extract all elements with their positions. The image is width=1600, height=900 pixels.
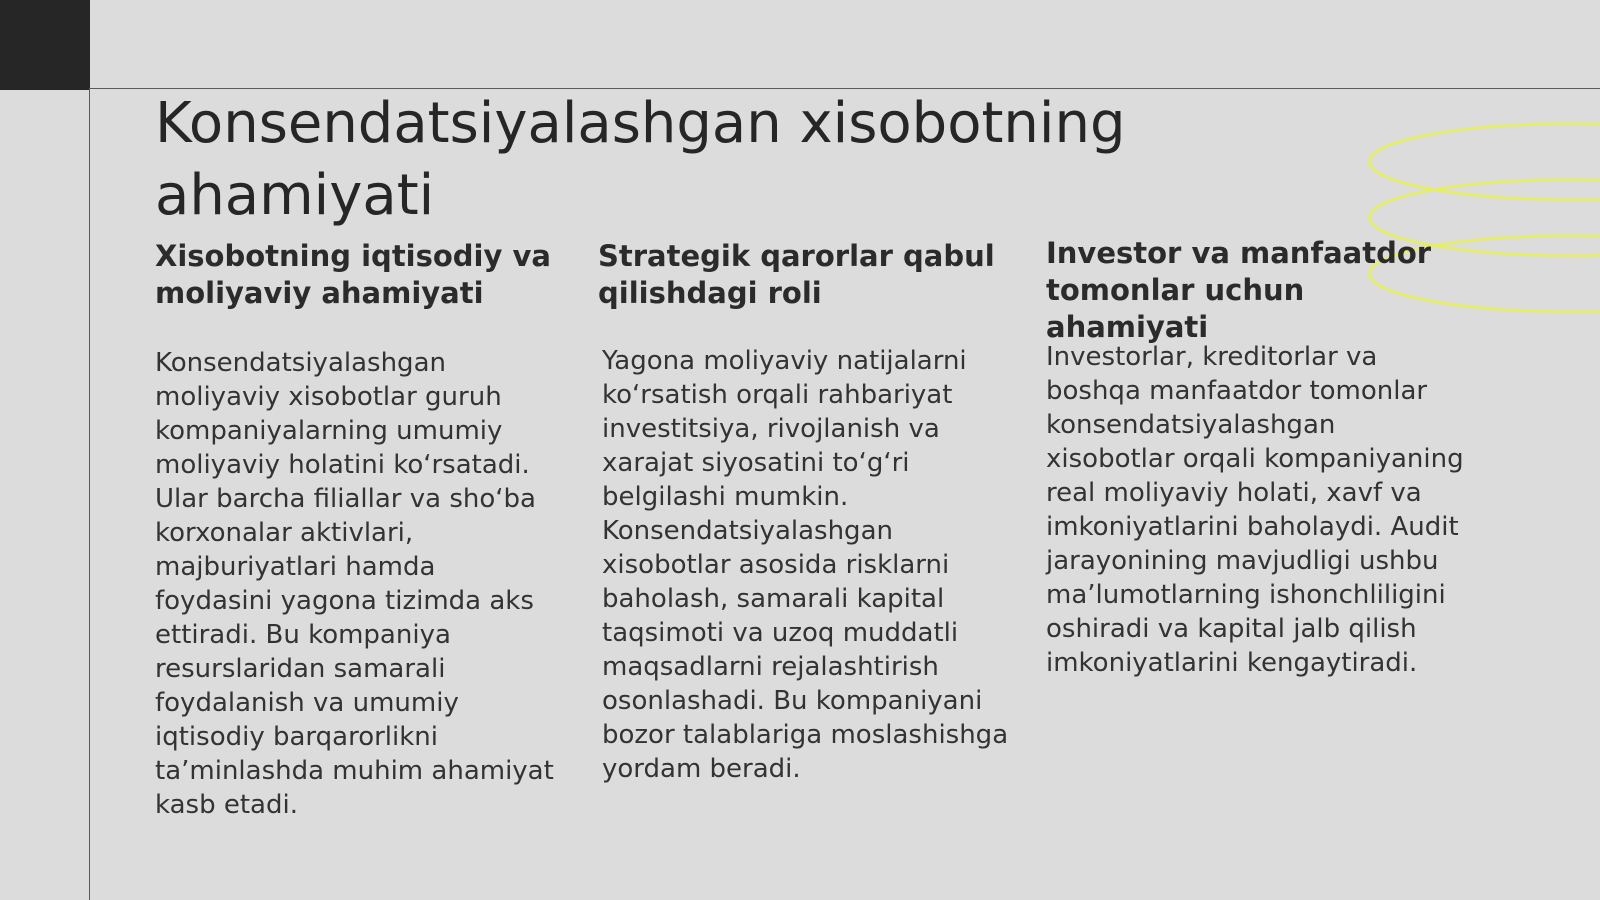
column-body-text: Konsendatsiyalashgan moliyaviy xisobotlar guruh kompaniyalarning umumiy moliyaviy holatini ko‘rsatadi. Ular barcha filiallar va sho‘ba korxonalar aktivlari, majburiyatlari hamda foydasini yagona tizimda aks ettiradi. Bu kompaniya resurslaridan samarali foydalanish va umumiy iqtisodiy barqarorlikni ta’minlashda muhim ahamiyat kasb etadi.	[155, 348, 554, 820]
column-strategic-role	[598, 238, 1009, 784]
column-investor-significance	[1046, 236, 1466, 678]
left-divider-line	[89, 88, 90, 900]
column-body-text: Yagona moliyaviy natijalarni ko‘rsatish orqali rahbariyat investitsiya, rivojlanish va xarajat siyosatini to‘g‘ri belgilashi mumkin. Konsendatsiyalashgan xisobotlar asosida risklarni baholash, samarali kapital taqsimoti va uzoq muddatli maqsadlarni rejalashtirish osonlashadi. Bu kompaniyani bozor talablariga moslashishga yordam beradi.	[602, 346, 1009, 784]
column-body-text: Investorlar, kreditorlar va boshqa manfaatdor tomonlar konsendatsiyalashgan xisobotlar orqali kompaniyaning real moliyaviy holati, xavf va imkoniyatlarini baholaydi. Audit jarayonining mavjudligi ushbu ma’lumotlarning ishonchliligini oshiradi va kapital jalb qilish imkoniyatlarini kengaytiradi.	[1046, 342, 1464, 678]
column-heading: Xisobotning iqtisodiy va moliyaviy ahamiyati	[155, 239, 551, 310]
column-heading: Investor va manfaatdor tomonlar uchun ahamiyati	[1046, 236, 1432, 344]
slide-title: Konsendatsiyalashgan xisobotning ahamiyati	[155, 91, 1126, 228]
column-economic-significance	[155, 238, 560, 820]
corner-accent-block	[0, 0, 90, 90]
column-heading: Strategik qarorlar qabul qilishdagi roli	[598, 239, 995, 310]
